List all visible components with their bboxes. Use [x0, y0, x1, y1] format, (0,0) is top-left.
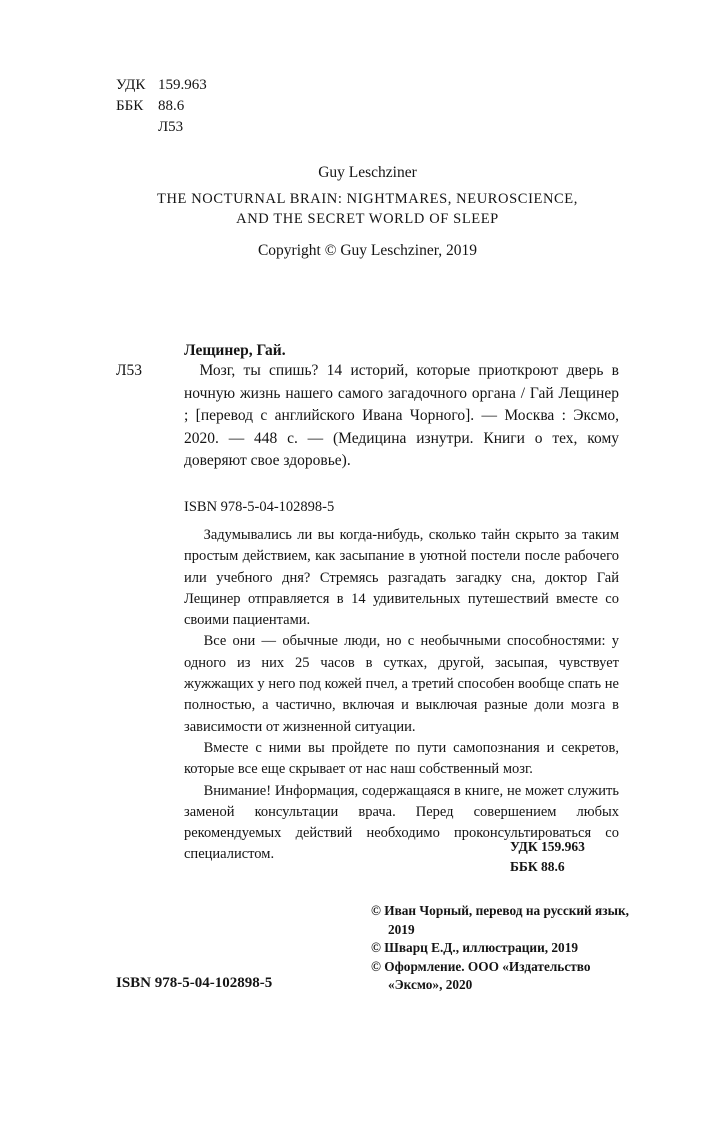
- original-title: [116, 189, 619, 229]
- catalog-author-mark: Л53: [116, 362, 143, 379]
- annotation-paragraph-4: Внимание! Информация, содержащаяся в книге, не может служить заменой консультации врача. Перед совершением любых рекомендуемых действий необходимо проконсультироваться со специалистом.: [184, 782, 619, 863]
- annotation-paragraph-2: Все они — обычные люди, но с необычными способностями: у одного из них 25 часов в сутках, другой, засыпая, чувствует жужжащих у него под кожей пчел, а третий способен вообще спать не полностью, а частично, включая и выключая разные доли мозга в зависимости от жизненной ситуации.: [184, 633, 619, 735]
- classification-codes-right: [510, 837, 619, 877]
- original-edition-info: [116, 162, 619, 262]
- book-annotation: [184, 525, 619, 866]
- copyright-notices: [371, 902, 633, 995]
- bbk-code-right: ББК 88.6: [510, 859, 565, 874]
- catalog-description: Мозг, ты спишь? 14 историй, которые приоткроют дверь в ночную жизнь нашего самого загадочного органа / Гай Лещинер ; [перевод с английского Ивана Чорного]. — Москва : Эксмо, 2020. — 448 с. — (Медицина изнутри. Книги о тех, кому доверяют свое здоровье).: [184, 362, 619, 470]
- illustrations-copyright: © Шварц Е.Д., иллюстрации, 2019: [371, 940, 578, 956]
- catalog-isbn: ISBN 978-5-04-102898-5: [184, 499, 335, 515]
- classification-codes: [116, 75, 207, 138]
- bbk-row: [116, 96, 207, 117]
- udk-label: УДК: [116, 77, 146, 93]
- original-copyright: Copyright © Guy Leschziner, 2019: [257, 242, 478, 259]
- original-title-line-1: THE NOCTURNAL BRAIN: NIGHTMARES, NEUROSCIENCE,: [157, 191, 578, 207]
- udk-row: [116, 75, 207, 96]
- design-copyright: © Оформление. ООО «Издательство «Эксмо», 2020: [371, 958, 591, 993]
- bbk-value: 88.6: [158, 98, 185, 114]
- bbk-label: ББК: [116, 98, 144, 114]
- original-title-line-2: AND THE SECRET WORLD OF SLEEP: [236, 211, 499, 227]
- author-mark-row: [116, 117, 207, 138]
- isbn-bottom: ISBN 978-5-04-102898-5: [116, 975, 273, 991]
- catalog-author-heading: Лещинер, Гай.: [184, 342, 286, 359]
- original-author: Guy Leschziner: [318, 164, 417, 181]
- annotation-paragraph-1: Задумывались ли вы когда-нибудь, сколько тайн скрыто за таким простым действием, как засыпание в уютной постели после рабочего или учебного дня? Стремясь разгадать загадку сна, доктор Гай Лещинер отправляется в 14 удивительных путешествий вместе со своими пациентами.: [184, 527, 619, 629]
- udk-value: 159.963: [158, 77, 207, 93]
- translation-copyright: © Иван Чорный, перевод на русский язык, 2019: [371, 903, 629, 937]
- author-mark: Л53: [158, 119, 184, 135]
- annotation-paragraph-3: Вместе с ними вы пройдете по пути самопознания и секретов, которые все еще скрывает от нас наш собственный мозг.: [184, 739, 619, 778]
- udk-code-right: УДК 159.963: [510, 839, 585, 854]
